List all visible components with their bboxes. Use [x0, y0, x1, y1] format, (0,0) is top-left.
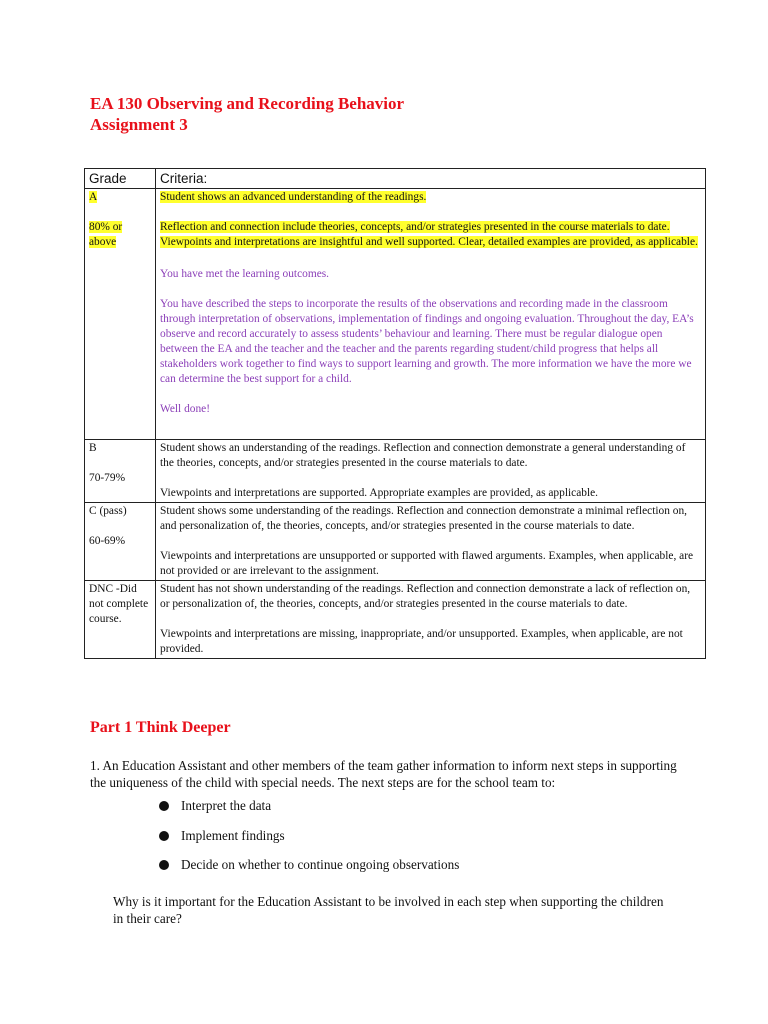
- document-title: [90, 93, 404, 135]
- criteria-cell: [156, 581, 706, 659]
- grade-letter: B: [89, 442, 97, 454]
- steps-list: [159, 797, 459, 886]
- feedback-text: You have met the learning outcomes.: [160, 268, 330, 280]
- criteria-text: Viewpoints and interpretations are unsupported or supported with flawed arguments. Examples, when applicable, are not provided or are irrelevant to the assignment.: [160, 550, 694, 577]
- criteria-cell: [156, 189, 706, 440]
- rubric-header-row: [85, 169, 706, 189]
- list-item-text: Interpret the data: [181, 798, 272, 813]
- criteria-cell: [156, 503, 706, 581]
- rubric-row-c: [85, 503, 706, 581]
- criteria-text: Student has not shown understanding of the readings. Reflection and connection demonstrate a lack of reflection on, or personalization of, the theories, concepts, and/or strategies presented in the course materials to date.: [160, 583, 691, 610]
- grade-cell: [85, 440, 156, 503]
- bullet-icon: [159, 860, 169, 870]
- part1-heading: Part 1 Think Deeper: [90, 719, 231, 736]
- question-1: 1. An Education Assistant and other members of the team gather information to inform next steps in supporting the uniqueness of the child with special needs. The next steps are for the school team to:: [90, 758, 677, 790]
- grade-range: 60-69%: [89, 535, 126, 547]
- grade-range: 80% or above: [89, 221, 123, 248]
- criteria-text: Student shows an advanced understanding of the readings.: [160, 191, 427, 203]
- list-item-text: Implement findings: [181, 827, 285, 843]
- rubric-row-a: [85, 189, 706, 440]
- criteria-cell: [156, 440, 706, 503]
- list-item: [159, 827, 459, 857]
- course-title: EA 130 Observing and Recording Behavior: [90, 94, 405, 113]
- list-item-text: Decide on whether to continue ongoing observations: [181, 857, 460, 872]
- list-item: [159, 856, 459, 886]
- criteria-text: Student shows some understanding of the readings. Reflection and connection demonstrate a minimal reflection on, and personalization of, the theories, concepts, and/or strategies presented in the course materials to date.: [160, 505, 688, 532]
- list-item: [159, 797, 459, 827]
- criteria-text: Viewpoints and interpretations are missing, inappropriate, and/or unsupported. Examples, when applicable, are not provided.: [160, 628, 683, 655]
- follow-up-question: Why is it important for the Education Assistant to be involved in each step when supporting the children in their care?: [113, 894, 664, 926]
- criteria-text: Reflection and connection include theories, concepts, and/or strategies presented in the course materials to date. Viewpoints and interpretations are insightful and well supported. Clear, detailed examples are provided, as applicable.: [160, 221, 698, 248]
- grade-cell: [85, 503, 156, 581]
- grade-letter: A: [89, 191, 98, 203]
- grading-rubric-table: [84, 168, 706, 659]
- criteria-text: Viewpoints and interpretations are supported. Appropriate examples are provided, as applicable.: [160, 487, 599, 499]
- assignment-title: Assignment 3: [90, 115, 188, 134]
- grade-cell: [85, 189, 156, 440]
- bullet-icon: [159, 831, 169, 841]
- grade-letter: C (pass): [89, 505, 127, 517]
- grade-header: Grade: [85, 169, 156, 189]
- rubric-row-b: [85, 440, 706, 503]
- grade-range: 70-79%: [89, 472, 126, 484]
- feedback-text: You have described the steps to incorporate the results of the observations and recording made in the classroom through interpretation of observations, implementation of findings and ongoing evaluation. Throughout the day, EA’s observe and record accurately to assess students’ behaviour and learning. There must be regular dialogue open between the EA and the teacher and the teacher and the parents regarding student/child progress that helps all stakeholders work together to find ways to support learning and growth. The more information we have the more we can determine the best support for a child.: [160, 298, 694, 385]
- grade-cell: [85, 581, 156, 659]
- feedback-text: Well done!: [160, 403, 211, 415]
- grade-letter: DNC -Did not complete course.: [89, 583, 149, 625]
- bullet-icon: [159, 801, 169, 811]
- criteria-text: Student shows an understanding of the readings. Reflection and connection demonstrate a general understanding of the theories, concepts, and/or strategies presented in the course materials to date.: [160, 442, 686, 469]
- criteria-header: Criteria:: [156, 169, 706, 189]
- rubric-row-dnc: [85, 581, 706, 659]
